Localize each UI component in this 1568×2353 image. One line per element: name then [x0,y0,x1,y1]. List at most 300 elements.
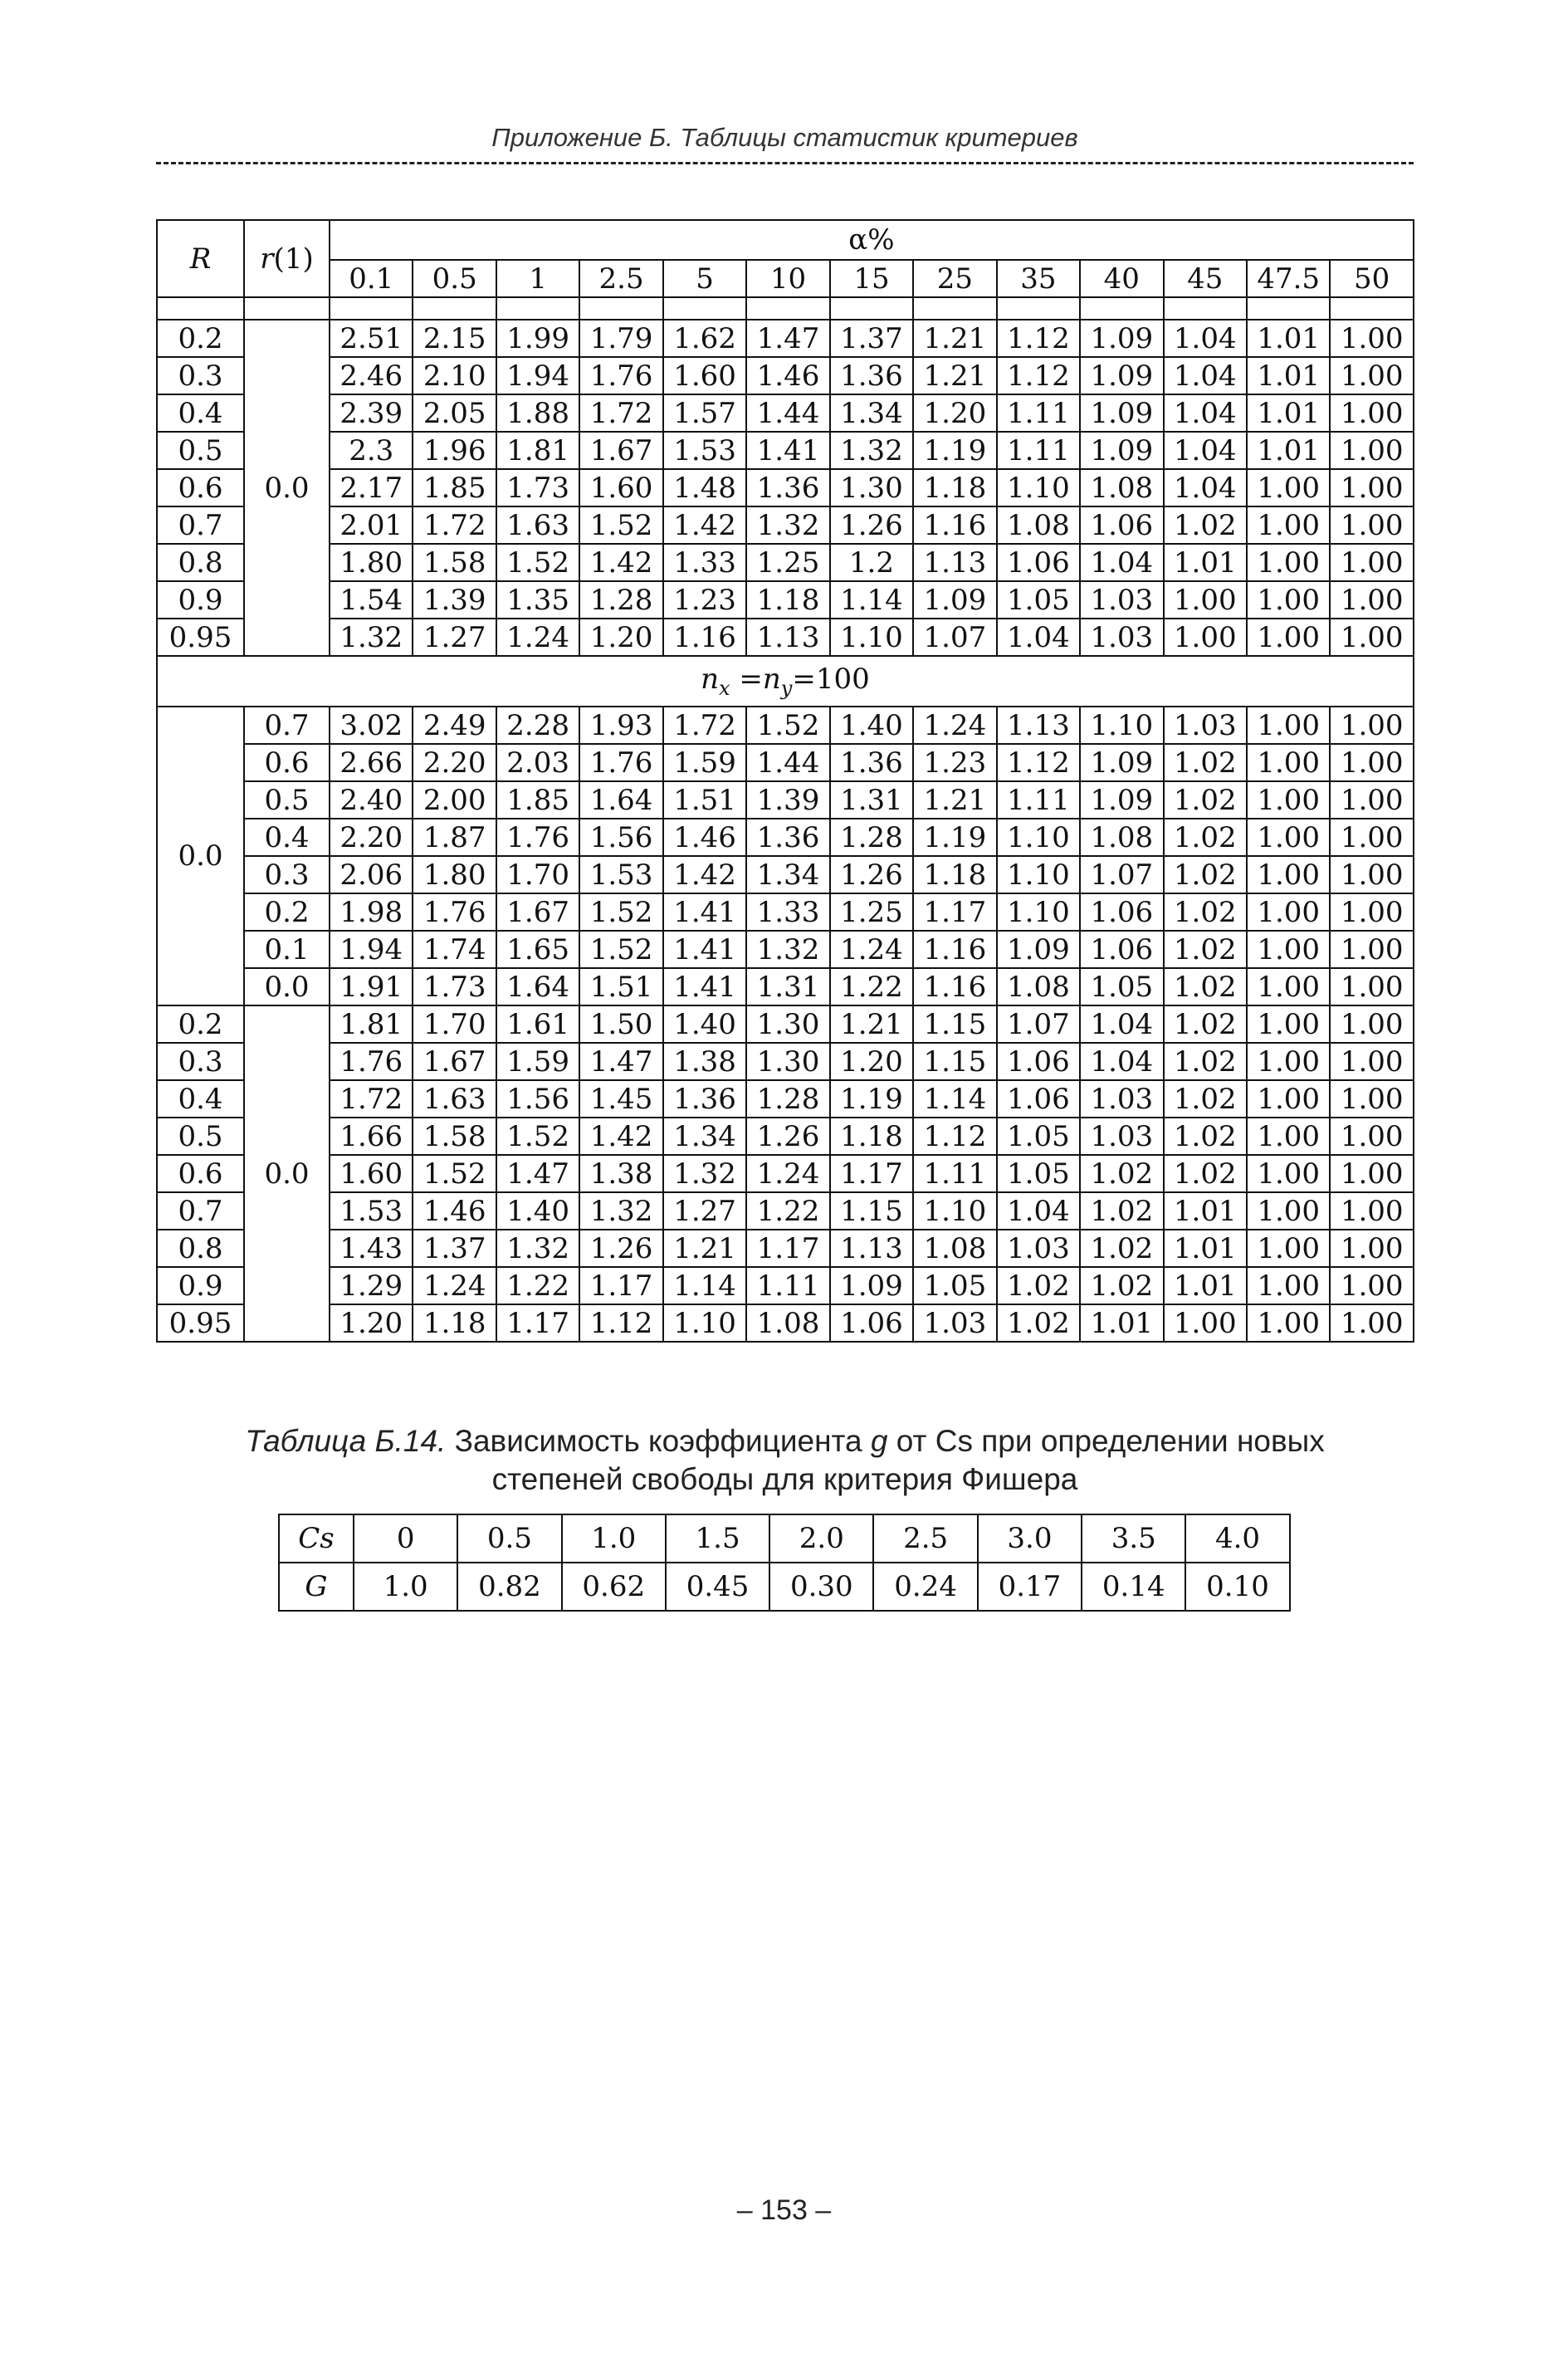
table-row [157,707,1414,744]
value-cell: 1.02 [1164,819,1247,856]
value-cell: 1.00 [1330,619,1413,656]
value-cell: 1.09 [1080,781,1163,819]
value-cell: 2.03 [496,744,579,781]
value-cell: 1.16 [913,931,996,968]
R-cell: 0.3 [157,357,244,394]
value-cell: 1.11 [997,394,1080,432]
table-row [157,1155,1414,1192]
table-row [157,1192,1414,1230]
value-cell: 2.01 [330,506,413,544]
value-cell: 1.11 [997,781,1080,819]
value-cell: 1.08 [997,506,1080,544]
value-cell: 1.60 [579,469,662,506]
nx-symbol: n [701,662,720,696]
value-cell: 1.11 [997,432,1080,469]
sample-size-cell [157,656,1414,707]
value-cell: 2.28 [496,707,579,744]
value-cell: 1.13 [913,544,996,581]
value-cell: 1.04 [1164,469,1247,506]
value-cell: 1.17 [579,1267,662,1304]
value-cell: 1.38 [579,1155,662,1192]
value-cell: 1.14 [913,1080,996,1118]
value-cell: 1.00 [1247,931,1330,968]
value-cell: 1.48 [663,469,746,506]
value-cell: 2.49 [413,707,496,744]
value-cell: 1.73 [496,469,579,506]
value-cell: 1.00 [1330,432,1413,469]
value-cell: 1.74 [413,931,496,968]
value-cell: 1.26 [746,1118,829,1155]
value-cell: 1.02 [997,1304,1080,1342]
value-cell: 1.24 [830,931,913,968]
value-cell: 1.11 [913,1155,996,1192]
value-cell: 1.06 [1080,893,1163,931]
value-cell: 1.22 [746,1192,829,1230]
value-cell: 1.24 [413,1267,496,1304]
value-cell: 1.28 [579,581,662,619]
value-cell: 1.94 [496,357,579,394]
value-cell: 1.02 [1164,1118,1247,1155]
value-cell: 1.10 [997,819,1080,856]
value-cell: 1.57 [663,394,746,432]
r1-cell: 0.0 [244,968,330,1005]
value-cell: 1.37 [830,320,913,357]
value-cell: 1.96 [413,432,496,469]
value-cell: 1.32 [746,931,829,968]
r1-cell: 0.7 [244,707,330,744]
value-cell: 1.07 [913,619,996,656]
value-cell: 1.06 [997,1043,1080,1080]
value-cell: 1.16 [913,968,996,1005]
value-cell: 1.00 [1247,1230,1330,1267]
value-cell: 2.10 [413,357,496,394]
sample-size-row [157,656,1414,707]
value-cell: 1.24 [746,1155,829,1192]
value-cell: 1.00 [1330,1005,1413,1043]
value-cell: 1.35 [496,581,579,619]
g-value-cell: 0.10 [1185,1563,1289,1611]
value-cell: 1.45 [579,1080,662,1118]
table-row [157,1304,1414,1342]
value-cell: 2.05 [413,394,496,432]
table-row [157,893,1414,931]
value-cell: 1.00 [1164,619,1247,656]
value-cell: 1.02 [1164,1080,1247,1118]
value-cell: 1.00 [1330,744,1413,781]
value-cell: 1.12 [579,1304,662,1342]
value-cell: 1.80 [330,544,413,581]
value-cell: 1.00 [1247,1155,1330,1192]
value-cell: 1.98 [330,893,413,931]
value-cell: 1.00 [1330,1080,1413,1118]
value-cell: 1.02 [1164,931,1247,968]
value-cell: 1.25 [830,893,913,931]
value-cell: 1.02 [1164,506,1247,544]
value-cell: 1.36 [746,469,829,506]
value-cell: 1.53 [663,432,746,469]
value-cell: 1.38 [663,1043,746,1080]
value-cell: 2.40 [330,781,413,819]
empty-cell [1247,297,1330,320]
value-cell: 1.00 [1247,744,1330,781]
value-cell: 1.00 [1330,469,1413,506]
value-cell: 1.09 [1080,744,1163,781]
value-cell: 1.34 [830,394,913,432]
g-value-cell: 0.24 [873,1563,977,1611]
table-row [157,506,1414,544]
value-cell: 1.19 [913,819,996,856]
value-cell: 1.10 [997,893,1080,931]
table-caption [156,1422,1414,1499]
value-cell: 1.76 [330,1043,413,1080]
empty-cell [330,297,413,320]
value-cell: 1.17 [496,1304,579,1342]
alpha-header-cell: 25 [913,260,996,297]
value-cell: 1.52 [579,931,662,968]
value-cell: 2.51 [330,320,413,357]
table-row [157,1267,1414,1304]
value-cell: 1.09 [997,931,1080,968]
value-cell: 1.32 [496,1230,579,1267]
value-cell: 1.87 [413,819,496,856]
value-cell: 1.01 [1247,394,1330,432]
value-cell: 1.18 [746,581,829,619]
value-cell: 3.02 [330,707,413,744]
value-cell: 1.12 [997,744,1080,781]
value-cell: 1.13 [997,707,1080,744]
empty-cell [413,297,496,320]
value-cell: 1.67 [579,432,662,469]
value-cell: 1.51 [579,968,662,1005]
value-cell: 1.16 [663,619,746,656]
value-cell: 1.00 [1330,1267,1413,1304]
value-cell: 1.17 [830,1155,913,1192]
value-cell: 1.64 [579,781,662,819]
value-cell: 1.00 [1330,544,1413,581]
caption-line-1 [156,1422,1414,1460]
R-cell: 0.7 [157,1192,244,1230]
value-cell: 1.63 [496,506,579,544]
alpha-header-cell: 50 [1330,260,1413,297]
value-cell: 1.31 [830,781,913,819]
value-cell: 1.17 [913,893,996,931]
R-cell: 0.6 [157,469,244,506]
value-cell: 1.09 [830,1267,913,1304]
value-cell: 1.81 [496,432,579,469]
cs-value-cell: 2.5 [873,1514,977,1563]
value-cell: 2.46 [330,357,413,394]
r1-merged-cell: 0.0 [244,1005,330,1342]
r1-cell: 0.2 [244,893,330,931]
R-merged-cell: 0.0 [157,707,244,1005]
g-value-cell: 0.17 [978,1563,1082,1611]
value-cell: 1.00 [1247,619,1330,656]
R-cell: 0.8 [157,544,244,581]
value-cell: 1.46 [663,819,746,856]
value-cell: 1.16 [913,506,996,544]
alpha-header-cell: 10 [746,260,829,297]
R-cell: 0.9 [157,1267,244,1304]
value-cell: 1.01 [1164,1230,1247,1267]
empty-cell [1164,297,1247,320]
g-row [279,1563,1290,1611]
value-cell: 1.22 [830,968,913,1005]
value-cell: 1.04 [997,619,1080,656]
value-cell: 1.00 [1247,781,1330,819]
empty-cell [579,297,662,320]
alpha-header-cell: 45 [1164,260,1247,297]
value-cell: 1.05 [1080,968,1163,1005]
table-row [157,1005,1414,1043]
value-cell: 1.00 [1247,1005,1330,1043]
value-cell: 1.52 [496,1118,579,1155]
value-cell: 1.42 [579,1118,662,1155]
value-cell: 2.66 [330,744,413,781]
value-cell: 1.33 [663,544,746,581]
r1-cell: 0.6 [244,744,330,781]
value-cell: 1.04 [1080,544,1163,581]
value-cell: 2.3 [330,432,413,469]
R-cell: 0.4 [157,394,244,432]
value-cell: 1.59 [663,744,746,781]
alpha-header-cell: 47.5 [1247,260,1330,297]
value-cell: 1.00 [1330,968,1413,1005]
value-cell: 1.33 [746,893,829,931]
R-cell: 0.95 [157,619,244,656]
value-cell: 1.51 [663,781,746,819]
R-cell: 0.4 [157,1080,244,1118]
value-cell: 1.36 [830,744,913,781]
value-cell: 1.58 [413,544,496,581]
value-cell: 1.00 [1330,893,1413,931]
value-cell: 1.93 [579,707,662,744]
value-cell: 1.59 [496,1043,579,1080]
value-cell: 1.01 [1080,1304,1163,1342]
col-header-R: R [157,220,244,297]
R-cell: 0.3 [157,1043,244,1080]
value-cell: 1.02 [1164,1005,1247,1043]
value-cell: 1.41 [746,432,829,469]
value-cell: 1.53 [330,1192,413,1230]
value-cell: 1.12 [997,320,1080,357]
value-cell: 1.00 [1247,1043,1330,1080]
value-cell: 1.76 [579,357,662,394]
value-cell: 1.00 [1247,968,1330,1005]
value-cell: 1.03 [913,1304,996,1342]
value-cell: 1.02 [1164,856,1247,893]
value-cell: 1.43 [330,1230,413,1267]
value-cell: 1.06 [830,1304,913,1342]
value-cell: 1.64 [496,968,579,1005]
g-value-cell: 1.0 [354,1563,457,1611]
table-row [157,544,1414,581]
caption-text-b: от Cs при определении новых [887,1424,1325,1458]
value-cell: 1.70 [496,856,579,893]
value-cell: 1.61 [496,1005,579,1043]
table-row [157,432,1414,469]
value-cell: 1.79 [579,320,662,357]
value-cell: 1.02 [1080,1155,1163,1192]
value-cell: 1.20 [330,1304,413,1342]
value-cell: 1.05 [997,1118,1080,1155]
table-row [157,320,1414,357]
value-cell: 1.58 [413,1118,496,1155]
value-cell: 1.03 [1080,1118,1163,1155]
value-cell: 1.01 [1164,544,1247,581]
value-cell: 1.60 [663,357,746,394]
value-cell: 1.10 [997,856,1080,893]
empty-cell [496,297,579,320]
value-cell: 1.02 [1080,1267,1163,1304]
value-cell: 1.01 [1164,1192,1247,1230]
value-cell: 1.08 [997,968,1080,1005]
empty-cell [830,297,913,320]
value-cell: 1.00 [1330,1230,1413,1267]
R-cell: 0.9 [157,581,244,619]
value-cell: 1.63 [413,1080,496,1118]
table-row [157,781,1414,819]
value-cell: 1.14 [830,581,913,619]
g-value-cell: 0.62 [562,1563,666,1611]
value-cell: 2.20 [413,744,496,781]
value-cell: 1.29 [330,1267,413,1304]
value-cell: 1.08 [1080,469,1163,506]
table-row [157,1080,1414,1118]
value-cell: 1.05 [997,581,1080,619]
value-cell: 1.05 [913,1267,996,1304]
value-cell: 1.91 [330,968,413,1005]
value-cell: 1.03 [997,1230,1080,1267]
value-cell: 2.39 [330,394,413,432]
value-cell: 1.00 [1247,1192,1330,1230]
value-cell: 1.23 [663,581,746,619]
value-cell: 1.00 [1247,1118,1330,1155]
value-cell: 2.17 [330,469,413,506]
value-cell: 1.08 [746,1304,829,1342]
value-cell: 1.00 [1247,707,1330,744]
value-cell: 1.14 [663,1267,746,1304]
r1-merged-cell: 0.0 [244,320,330,656]
alpha-header-cell: 5 [663,260,746,297]
ny-symbol: n [762,662,781,696]
value-cell: 1.00 [1247,1304,1330,1342]
table-row [157,931,1414,968]
value-cell: 1.00 [1330,1192,1413,1230]
value-cell: 1.36 [830,357,913,394]
equals-sign: = [730,662,763,696]
col-header-r1: r(1) [244,220,330,297]
value-cell: 1.09 [1080,394,1163,432]
cs-value-cell: 0 [354,1514,457,1563]
value-cell: 1.00 [1330,320,1413,357]
g-value-cell: 0.30 [769,1563,873,1611]
value-cell: 1.00 [1330,856,1413,893]
value-cell: 1.32 [746,506,829,544]
value-cell: 1.00 [1330,1043,1413,1080]
value-cell: 1.15 [913,1043,996,1080]
value-cell: 1.36 [746,819,829,856]
R-cell: 0.2 [157,1005,244,1043]
value-cell: 1.41 [663,931,746,968]
value-cell: 1.26 [830,506,913,544]
value-cell: 1.00 [1247,856,1330,893]
nx-subscript: x [719,676,730,700]
value-cell: 1.00 [1330,931,1413,968]
value-cell: 1.28 [830,819,913,856]
value-cell: 1.00 [1164,581,1247,619]
cs-label: Cs [279,1514,354,1563]
value-cell: 1.41 [663,893,746,931]
value-cell: 1.60 [330,1155,413,1192]
value-cell: 1.04 [1164,357,1247,394]
value-cell: 1.04 [1080,1005,1163,1043]
value-cell: 1.53 [579,856,662,893]
value-cell: 1.23 [913,744,996,781]
caption-g: g [870,1424,888,1458]
value-cell: 1.67 [496,893,579,931]
value-cell: 1.04 [997,1192,1080,1230]
value-cell: 1.09 [1080,357,1163,394]
r1-cell: 0.4 [244,819,330,856]
value-cell: 2.15 [413,320,496,357]
value-cell: 1.40 [663,1005,746,1043]
value-cell: 2.00 [413,781,496,819]
value-cell: 1.09 [913,581,996,619]
value-cell: 1.02 [1164,1155,1247,1192]
r1-cell: 0.3 [244,856,330,893]
g-label: G [279,1563,354,1611]
value-cell: 1.00 [1247,581,1330,619]
table-row [157,619,1414,656]
value-cell: 1.32 [663,1155,746,1192]
value-cell: 1.12 [997,357,1080,394]
value-cell: 1.88 [496,394,579,432]
value-cell: 1.02 [1080,1192,1163,1230]
value-cell: 1.13 [746,619,829,656]
running-header: Приложение Б. Таблицы статистик критериев [491,123,1078,152]
R-cell: 0.8 [157,1230,244,1267]
value-cell: 1.85 [413,469,496,506]
value-cell: 1.00 [1247,819,1330,856]
value-cell: 1.32 [579,1192,662,1230]
value-cell: 1.22 [496,1267,579,1304]
alpha-header-cell: 40 [1080,260,1163,297]
value-cell: 1.03 [1164,707,1247,744]
value-cell: 1.47 [746,320,829,357]
value-cell: 1.02 [1080,1230,1163,1267]
value-cell: 1.52 [746,707,829,744]
cs-value-cell: 1.5 [666,1514,769,1563]
value-cell: 1.76 [579,744,662,781]
value-cell: 1.37 [413,1230,496,1267]
value-cell: 1.52 [413,1155,496,1192]
header-divider [156,162,1414,164]
value-cell: 1.66 [330,1118,413,1155]
value-cell: 1.76 [413,893,496,931]
value-cell: 1.62 [663,320,746,357]
value-cell: 1.42 [579,544,662,581]
value-cell: 1.46 [413,1192,496,1230]
value-cell: 1.00 [1330,357,1413,394]
spacer-row [157,297,1414,320]
cs-g-table [278,1514,1291,1612]
value-cell: 1.32 [830,432,913,469]
value-cell: 1.81 [330,1005,413,1043]
value-cell: 1.00 [1247,1267,1330,1304]
value-cell: 1.06 [997,544,1080,581]
value-cell: 1.04 [1164,320,1247,357]
value-cell: 1.72 [413,506,496,544]
